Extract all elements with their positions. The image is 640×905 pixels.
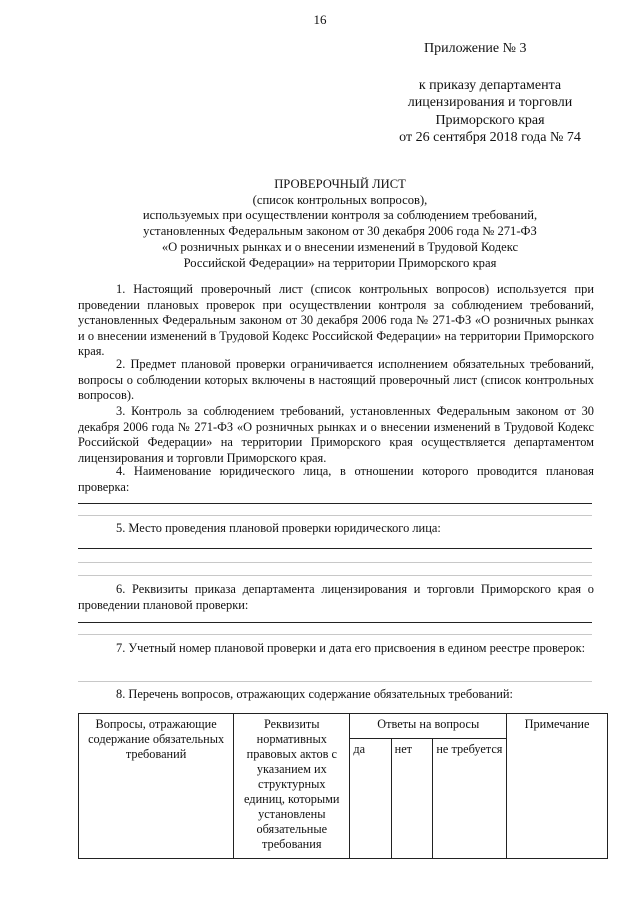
fill-line-legal-entity-faint: [78, 515, 592, 516]
fill-line-order-details-faint: [78, 634, 592, 635]
title-line: ПРОВЕРОЧНЫЙ ЛИСТ: [274, 177, 406, 191]
paragraph-text: 6. Реквизиты приказа департамента лицензирования и торговли Приморского края о проведении плановой проверки:: [78, 582, 594, 612]
paragraph-2: [78, 357, 594, 404]
title-line: используемых при осуществлении контроля за соблюдением требований,: [142, 208, 538, 223]
paragraph-text: 8. Перечень вопросов, отражающих содержание обязательных требований:: [116, 687, 513, 701]
fill-line-legal-entity: [78, 503, 592, 504]
document-title: [70, 177, 610, 271]
header-note: Примечание: [507, 714, 608, 859]
paragraph-3: [78, 404, 594, 466]
fill-line-location: [78, 548, 592, 549]
header-answers: Ответы на вопросы: [350, 714, 507, 739]
paragraph-8: [78, 687, 594, 703]
paragraph-text: 3. Контроль за соблюдением требований, установленных Федеральным законом от 30 декабря 2006 года № 271-ФЗ «О розничных рынках и о внесении изменений в Трудовой Кодекс Российской Федерации» на территории Приморского края осуществляется департаментом лицензирования и торговли Приморского края.: [78, 404, 594, 465]
paragraph-4: [78, 464, 594, 495]
header-questions: Вопросы, отражающие содержание обязательных требований: [79, 714, 234, 859]
header-answer-yes: да: [350, 739, 391, 859]
paragraph-1: [78, 282, 594, 360]
paragraph-text: 2. Предмет плановой проверки ограничивается исполнением обязательных требований, вопросы о соблюдении которых включены в настоящий проверочный лист (список контрольных вопросов).: [78, 357, 594, 403]
order-line: от 26 сентября 2018 года № 74: [399, 129, 581, 145]
page-number: 16: [313, 12, 327, 27]
paragraph-5: [78, 521, 594, 537]
fill-line-location-faint: [78, 562, 592, 563]
paragraph-6: [78, 582, 594, 613]
appendix-label: Приложение № 3: [424, 41, 527, 56]
order-reference: [370, 77, 610, 146]
title-line: «О розничных рынках и о внесении изменений в Трудовой Кодекс: [161, 239, 519, 254]
title-line: установленных Федеральным законом от 30 декабря 2006 года № 271-ФЗ: [143, 224, 537, 239]
paragraph-text: 4. Наименование юридического лица, в отношении которого проводится плановая проверка:: [78, 464, 594, 494]
paragraph-text: 5. Место проведения плановой проверки юридического лица:: [116, 521, 441, 535]
header-requisites: Реквизиты нормативных правовых актов с указанием их структурных единиц, которыми установлены обязательные требования: [234, 714, 350, 859]
fill-line-order-details: [78, 622, 592, 623]
header-answer-no: нет: [391, 739, 433, 859]
order-line: к приказу департамента: [418, 78, 562, 93]
order-line: лицензирования и торговли: [407, 95, 573, 111]
title-line: (список контрольных вопросов),: [252, 192, 428, 207]
paragraph-7: [78, 641, 594, 657]
paragraph-text: 7. Учетный номер плановой проверки и дата его присвоения в едином реестре проверок:: [116, 641, 586, 655]
title-line: Российской Федерации» на территории Приморского края: [183, 255, 497, 270]
requirements-table: [78, 713, 608, 859]
table-header-row: [79, 714, 608, 739]
header-answer-not-required: не требуется: [433, 739, 507, 859]
paragraph-text: 1. Настоящий проверочный лист (список контрольных вопросов) используется при проведении плановых проверок при осуществлении контроля за соблюдением требований, установленных Федеральным законом от 30 декабря 2006 года № 271-ФЗ «О розничных рынках и о внесении изменений в Трудовой Кодекс Российской Федерации» на территории Приморского края.: [78, 282, 594, 359]
fill-line-registry-faint: [78, 681, 592, 682]
fill-line-location-faint: [78, 575, 592, 576]
order-line: Приморского края: [435, 112, 545, 128]
